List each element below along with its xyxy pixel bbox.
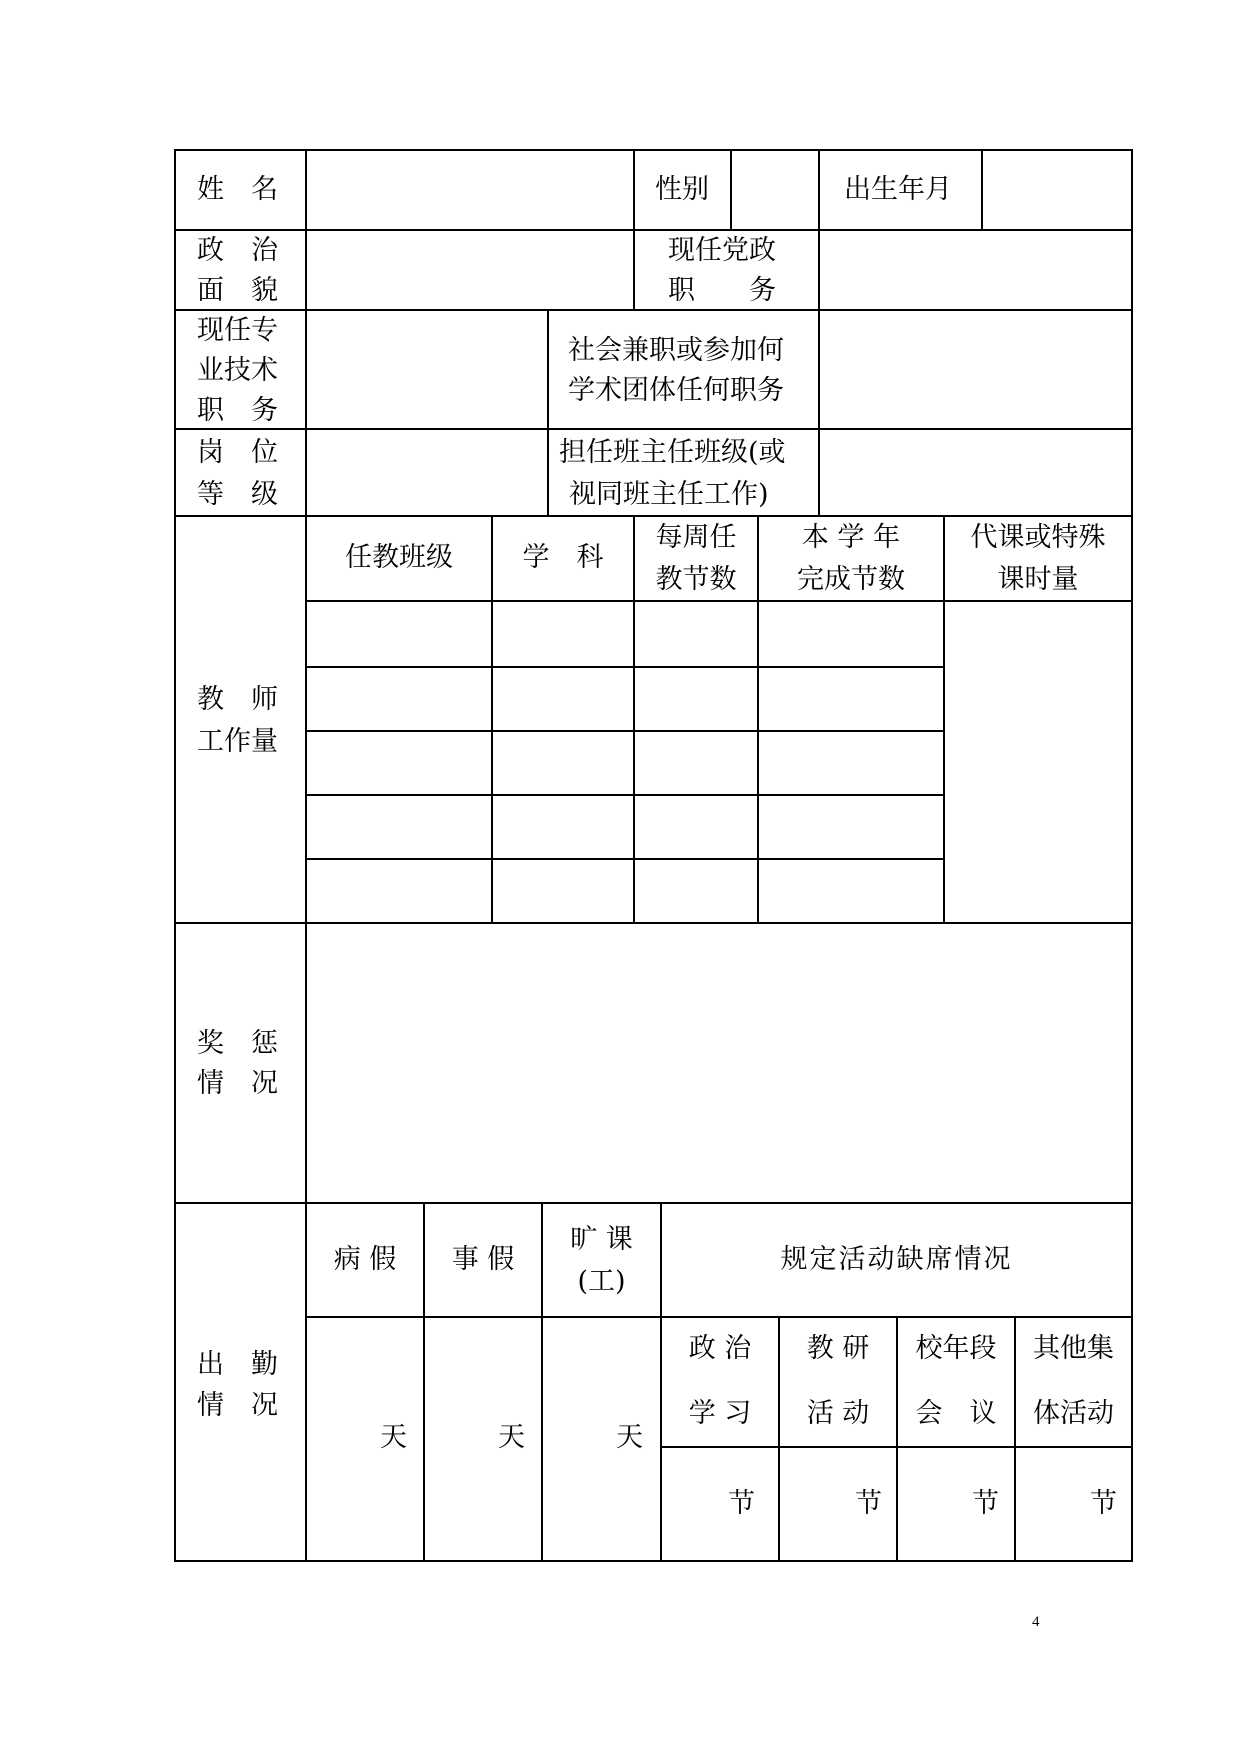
personal-leave-header: 事 假 (451, 1244, 515, 1275)
workload-row-divider (305, 794, 944, 796)
name-label: 姓 名 (197, 174, 278, 205)
headteacher-class-field[interactable] (820, 430, 1131, 515)
gender-field[interactable] (732, 151, 818, 229)
tech-post-label-line2: 业技术 (197, 355, 278, 386)
birth-label: 出生年月 (844, 174, 952, 205)
post-grade-field[interactable] (307, 430, 547, 515)
row-divider (174, 515, 1133, 517)
research-activity-header-line2: 活 动 (806, 1398, 870, 1429)
research-activity-unit: 节 (855, 1488, 882, 1519)
social-post-label-line2: 学术团体任何职务 (568, 375, 784, 406)
rewards-label-line2: 情 况 (197, 1068, 278, 1099)
party-post-label-line2: 职 务 (668, 275, 776, 306)
workload-label-line2: 工作量 (197, 726, 278, 757)
col-weekly-header-line2: 教节数 (655, 564, 737, 595)
col-subject-header: 学 科 (522, 542, 604, 573)
post-grade-label-line2: 等 级 (197, 479, 278, 510)
other-activity-header-line1: 其他集 (1033, 1333, 1114, 1364)
absence-header-line2: (工) (577, 1266, 626, 1297)
absence-header-line1: 旷 课 (570, 1224, 633, 1255)
col-special-header-line1: 代课或特殊 (970, 522, 1106, 553)
workload-row-divider (305, 858, 944, 860)
political-study-header-line1: 政 治 (688, 1333, 752, 1364)
political-status-field[interactable] (307, 231, 633, 309)
col-year-header-line2: 完成节数 (797, 564, 905, 595)
party-post-label-line1: 现任党政 (668, 235, 776, 266)
absence-unit: 天 (616, 1422, 643, 1453)
workload-row-divider (305, 666, 944, 668)
col-special-header-line2: 课时量 (997, 564, 1079, 595)
col-divider (633, 149, 635, 309)
party-post-field[interactable] (820, 231, 1131, 309)
col-year-header-line1: 本 学 年 (801, 522, 901, 553)
col-weekly-header-line1: 每周任 (655, 522, 737, 553)
school-meeting-header-line2: 会 议 (915, 1398, 997, 1429)
tech-post-label-line3: 职 务 (197, 395, 278, 426)
birth-field[interactable] (983, 151, 1131, 229)
tech-post-label-line1: 现任专 (197, 315, 278, 346)
rewards-label-line1: 奖 惩 (197, 1028, 278, 1059)
special-hours-field[interactable] (945, 602, 1131, 922)
headteacher-label-line2: 视同班主任工作) (569, 479, 769, 510)
school-meeting-header-line1: 校年段 (915, 1333, 997, 1364)
table-border-right (1131, 149, 1133, 1562)
name-field[interactable] (307, 151, 633, 229)
rewards-field[interactable] (307, 924, 1131, 1202)
tech-post-field[interactable] (307, 311, 547, 428)
political-status-label-line1: 政 治 (197, 235, 278, 266)
sick-leave-header: 病 假 (333, 1244, 397, 1275)
workload-row-divider (305, 730, 944, 732)
other-activity-header-line2: 体活动 (1033, 1398, 1114, 1429)
political-study-header-line2: 学 习 (688, 1398, 752, 1429)
post-grade-label-line1: 岗 位 (197, 437, 278, 468)
page-number: 4 (1032, 1614, 1040, 1630)
activity-absence-header: 规定活动缺席情况 (780, 1244, 1013, 1275)
other-activity-unit: 节 (1090, 1488, 1117, 1519)
col-divider (547, 309, 549, 515)
headteacher-label-line1: 担任班主任班级(或 (559, 437, 786, 468)
political-study-unit: 节 (728, 1488, 755, 1519)
personal-leave-unit: 天 (498, 1422, 525, 1453)
col-class-header: 任教班级 (345, 542, 453, 573)
attendance-label-line1: 出 勤 (197, 1349, 278, 1380)
row-divider (174, 1202, 1133, 1204)
gender-label: 性别 (655, 174, 709, 205)
research-activity-header-line1: 教 研 (806, 1333, 870, 1364)
table-border-bottom (174, 1560, 1133, 1562)
attendance-header-divider (305, 1316, 1133, 1318)
attendance-label-line2: 情 况 (197, 1390, 278, 1421)
table-border-left (174, 149, 176, 1562)
workload-label-line1: 教 师 (197, 684, 278, 715)
sick-leave-unit: 天 (380, 1422, 407, 1453)
political-status-label-line2: 面 貌 (197, 275, 278, 306)
social-post-field[interactable] (820, 311, 1131, 428)
school-meeting-unit: 节 (972, 1488, 999, 1519)
social-post-label-line1: 社会兼职或参加何 (568, 335, 784, 366)
